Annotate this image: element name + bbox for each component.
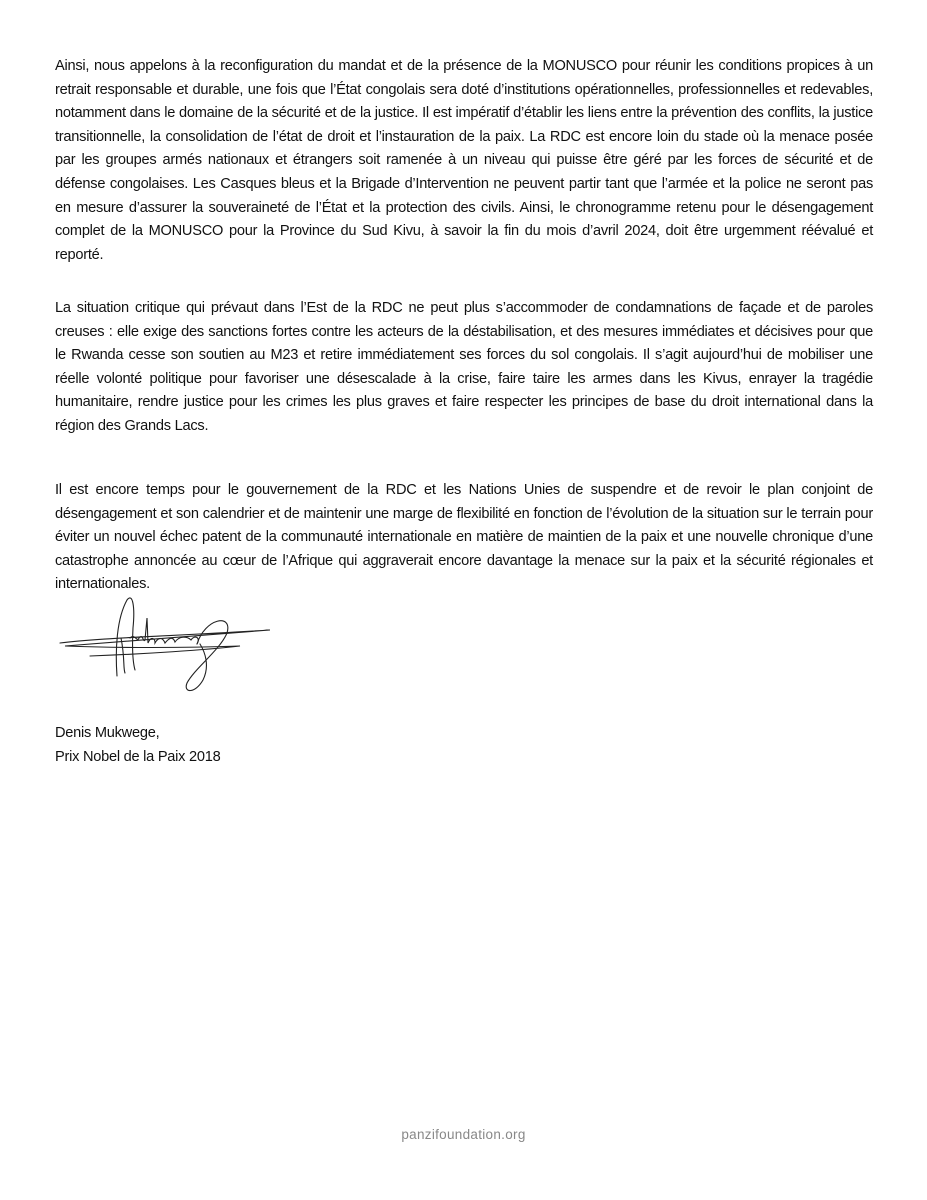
signatory-name: Denis Mukwege, <box>55 725 160 741</box>
handwritten-signature <box>55 588 275 698</box>
signatory-title: Prix Nobel de la Paix 2018 <box>55 749 221 765</box>
footer-website: panzifoundation.org <box>401 1127 526 1142</box>
paragraph-critical-situation: La situation critique qui prévaut dans l’Est de la RDC ne peut plus s’accommoder de condamnations de façade et de paroles creuses : elle exige des sanctions fortes contre les acteurs de la déstabilisation, et des mesures immédiates et décisives pour que le Rwanda cesse son soutien au M23 et retire immédiatement ses forces du sol congolais. Il s’agit aujourd’hui de mobiliser une réelle volonté politique pour favoriser une désescalade à la crise, faire taire les armes dans les Kivus, enrayer la tragédie humanitaire, rendre justice pour les crimes les plus graves et faire respecter les principes de base du droit international dans la région des Grands Lacs. <box>55 300 873 434</box>
paragraph-monusco-reconfiguration: Ainsi, nous appelons à la reconfiguration du mandat et de la présence de la MONUSCO pour réunir les conditions propices à un retrait responsable et durable, une fois que l’État congolais sera doté d’institutions opérationnelles, professionnelles et redevables, notamment dans le domaine de la sécurité et de la justice. Il est impératif d’établir les liens entre la prévention des conflits, la justice transitionnelle, la consolidation de l’état de droit et l’instauration de la paix. La RDC est encore loin du stade où la menace posée par les groupes armés nationaux et étrangers soit ramenée à un niveau qui puisse être géré par les forces de sécurité et de défense congolaises. Les Casques bleus et la Brigade d’Intervention ne peuvent partir tant que l’armée et la police ne seront pas en mesure d’assurer la souveraineté de l’État et la protection des civils. Ainsi, le chronogramme retenu pour le désengagement complet de la MONUSCO pour la Province du Sud Kivu, à savoir la fin du mois d’avril 2024, doit être urgemment réévalué et reporté. <box>55 58 873 263</box>
paragraph-still-time: Il est encore temps pour le gouvernement de la RDC et les Nations Unies de suspendre et de revoir le plan conjoint de désengagement et son calendrier et de maintenir une marge de flexibilité en fonction de l’évolution de la situation sur le terrain pour éviter un nouvel échec patent de la communauté internationale en matière de maintien de la paix et une nouvelle chronique d’une catastrophe annoncée au cœur de l’Afrique qui aggraverait encore davantage la menace sur la paix et la sécurité régionales et internationales. <box>55 482 873 593</box>
